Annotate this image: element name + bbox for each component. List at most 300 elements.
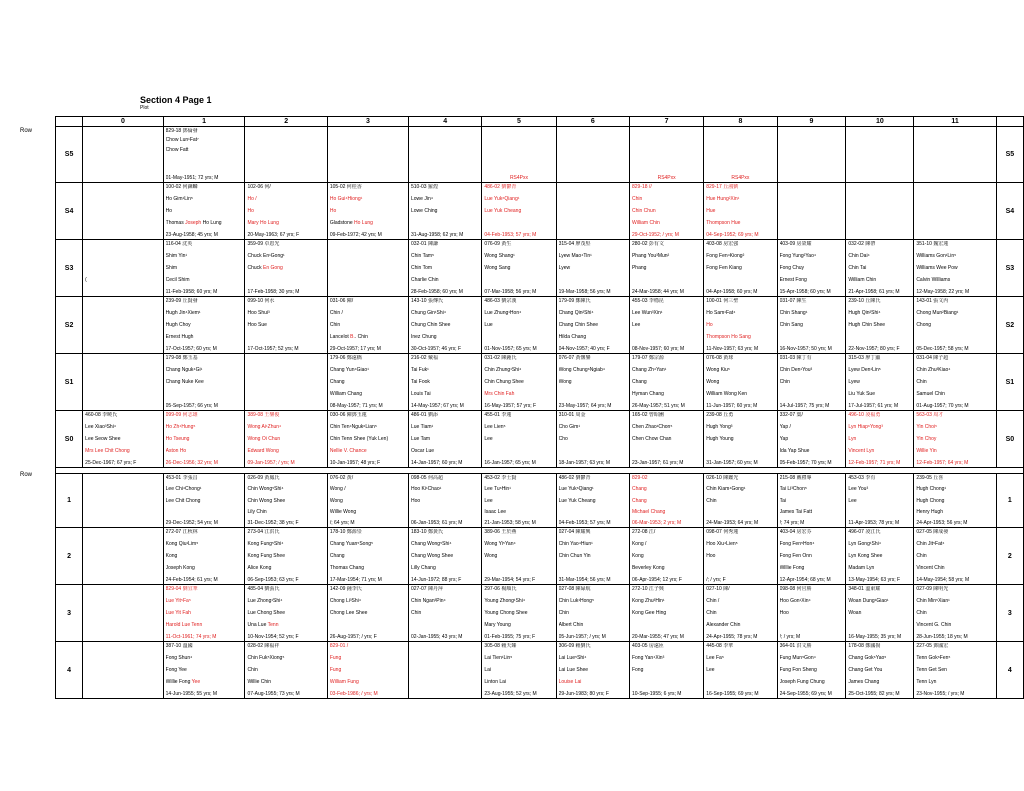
english-name: Ho — [329, 208, 337, 214]
pinyin-name: Ho Zh⁴Hung⁵ — [165, 424, 196, 430]
plot-entry — [704, 528, 776, 584]
extra-line: RS4Pxx — [731, 174, 750, 181]
dates-line: 28-Jun-1955; 18 yrs; M — [916, 634, 968, 640]
plot-entry — [164, 411, 245, 467]
plot-cell — [777, 474, 846, 528]
row-label-left: S5 — [56, 127, 83, 183]
dates-line — [706, 166, 774, 172]
dates-line: 14-May-1957; 67 yrs; M — [410, 403, 464, 409]
dates-line: 06-Apr-1954; 12 yrs; F — [631, 577, 682, 583]
english-name: Chang — [631, 379, 647, 385]
pinyin-name: Chin Wong⁵Shi⁴ — [247, 486, 284, 493]
corner-cell — [996, 117, 1023, 127]
pinyin-name: Lue Zhong¹Shi⁴ — [247, 598, 283, 604]
row-label-left: 3 — [56, 585, 83, 642]
plot-id-line: 453-01 李張昌 — [165, 475, 198, 481]
plot-entry — [245, 528, 326, 584]
plot-entry — [164, 354, 245, 410]
alias-name — [247, 622, 324, 628]
plot-cell — [408, 297, 481, 354]
alias-name: Vincent G. Chin — [916, 622, 952, 628]
plot-entry — [482, 642, 555, 698]
pinyin-name: Chang Nguk⁴Gi¹ — [165, 367, 203, 373]
dates-line — [166, 166, 243, 172]
plot-entry — [704, 411, 776, 467]
alias-name: Joseph Kong — [165, 565, 195, 571]
alias-name — [632, 334, 701, 340]
alias-name: Michael Chang — [631, 508, 666, 515]
plot-cell — [704, 585, 777, 642]
english-name: Shim — [165, 265, 178, 271]
english-name: Lee — [484, 436, 493, 442]
plot-cell — [408, 127, 481, 183]
plot-id-line: 485-04 劉張氏 — [247, 586, 280, 592]
extra-line: RS4Pxx — [657, 174, 676, 181]
alias-name: Cecil Shim — [165, 277, 190, 283]
plot-id-line: 030-06 陳鄧玉蓮 — [329, 412, 367, 418]
english-name: Yin Choy — [916, 436, 937, 442]
pinyin-name: Tenn Gok⁶Fen⁵ — [916, 655, 951, 661]
plot-entry — [409, 474, 481, 527]
plot-cell — [777, 585, 846, 642]
alias-name — [247, 334, 324, 340]
plot-cell — [556, 528, 629, 585]
row-label-right: 1 — [996, 474, 1023, 528]
english-name: Lyn — [848, 436, 857, 442]
alias-name — [559, 448, 627, 454]
plot-cell — [846, 474, 914, 528]
plot-entry — [704, 354, 776, 410]
dates-line: 29-Jun-1983; 80 yrs; F — [558, 691, 609, 697]
alias-name: William Chin — [848, 277, 877, 283]
dates-line: 10-Jan-1957; 48 yrs; F — [329, 460, 381, 466]
plot-cell — [245, 297, 327, 354]
alias-name: Willie Chin — [247, 679, 272, 685]
pinyin-name: Lyn Hiap⁶Yong³ — [848, 424, 883, 430]
dates-line: 17-Feb-1958; 30 yrs; M — [247, 289, 300, 295]
english-name: Ho — [165, 208, 173, 214]
alias-name: Henry Hugh — [916, 508, 943, 515]
plot-cell — [629, 354, 703, 411]
plot-id-line — [632, 128, 701, 134]
dates-line: 21-Jan-1953; 58 yrs; M — [484, 520, 536, 526]
plot-cell — [914, 183, 996, 240]
english-name — [484, 147, 553, 153]
plot-cell — [846, 297, 914, 354]
pinyin-name: Hugh Yong³ — [706, 424, 733, 430]
alias-name — [247, 277, 324, 283]
dates-line: 09-Jan-1957; / yrs; M — [247, 460, 295, 466]
plot-id-line: 306-09 賴劉氏 — [558, 643, 591, 649]
plot-entry — [704, 585, 776, 641]
dates-line: 13-May-1954; 63 yrs; F — [848, 577, 901, 583]
plot-entry — [914, 297, 995, 353]
plot-entry — [557, 354, 629, 410]
column-header: 9 — [777, 117, 846, 127]
column-header: 7 — [629, 117, 703, 127]
alias-name — [706, 509, 774, 515]
dates-line: 24-Mar-1958; 44 yrs; M — [631, 289, 684, 295]
pinyin-name: Lee Fa⁵ — [706, 655, 724, 661]
plot-id-line: 829-18 // — [631, 184, 652, 190]
english-name: Hugh Choy — [165, 322, 191, 328]
pinyin-name: Hugh Jin⁴Xiem¹ — [165, 310, 201, 316]
english-name — [706, 147, 774, 153]
plot-entry — [557, 528, 629, 584]
dates-line: 16-May-1957; 57 yrs; F — [484, 403, 537, 409]
plot-id-line: 305-08 賴天臻 — [484, 643, 517, 649]
english-name: Hugh Chong — [916, 497, 945, 504]
pinyin-name: Lai Tien¹Lin⁵ — [484, 655, 513, 661]
english-name: Lyew — [558, 265, 571, 271]
plot-cell — [327, 127, 408, 183]
plot-id-line: 239-05 丘喜 — [916, 475, 944, 481]
plot-cell — [83, 474, 163, 528]
plot-id-line: 216-02 戴福 — [410, 355, 438, 361]
pinyin-name: Chang Wong⁵Shi⁴ — [410, 541, 452, 547]
plot-cell — [83, 127, 163, 183]
pinyin-name: Wong Shang¹ — [484, 253, 515, 259]
plot-cell — [704, 127, 777, 183]
english-name: Chin Sang — [779, 322, 803, 328]
dates-line: 25-Dec-1967; 67 yrs; F — [85, 460, 137, 466]
alias-name: Alice Kong — [247, 565, 272, 571]
pinyin-name: Fong Fen⁵Hon⁴ — [779, 541, 815, 547]
pinyin-name: Young Zhong¹Shi⁴ — [484, 598, 525, 604]
plot-entry — [914, 474, 995, 527]
alias-name: Harold Lue Tenn — [165, 622, 203, 628]
alias-name — [484, 277, 553, 283]
pinyin-name: Fong Fen⁴Kiong² — [706, 253, 745, 259]
english-name: Tai — [779, 497, 786, 504]
english-name: Chang Get You — [848, 667, 883, 673]
dates-line: 02-Jan-1955; 43 yrs; M — [410, 634, 463, 640]
plot-entry — [914, 411, 995, 467]
plot-entry — [846, 297, 913, 353]
plot-entry — [328, 354, 408, 410]
plot-entry — [778, 411, 846, 467]
plot-cell — [914, 127, 996, 183]
plot-entry — [630, 354, 703, 410]
name-fragment: Thomas — [165, 220, 186, 226]
plot-id-line: 239-08 丘勇 — [706, 412, 734, 418]
pinyin-name: Kong / — [631, 541, 647, 547]
english-name: Hoo — [410, 497, 421, 504]
plot-id-line: 486-03 劉宗漢 — [484, 298, 517, 304]
plot-cell — [408, 642, 481, 699]
plot-entry — [630, 528, 703, 584]
plot-id-line: 178-10 鄭源崇 — [329, 529, 362, 535]
pinyin-name: Lee Wun³Xin¹ — [631, 310, 663, 316]
alias-name: Isaac Lee — [484, 508, 507, 515]
plot-cell — [482, 183, 556, 240]
plot-entry — [328, 474, 408, 527]
english-name: Chin — [706, 497, 717, 504]
english-name: Wong — [484, 553, 498, 559]
pinyin-name: Wong Ai¹Zhun⁴ — [247, 424, 282, 430]
alias-name — [166, 679, 243, 685]
english-name: Hugh Young — [706, 436, 734, 442]
dates-line: 29-Oct-1957; 17 yrs; M — [329, 346, 381, 352]
plot-entry — [409, 411, 481, 467]
dates-line: 11-Apr-1953; 78 yrs; M — [848, 520, 900, 526]
dates-line: 17-Oct-1957; 60 yrs; M — [165, 346, 217, 352]
plot-entry — [83, 240, 162, 296]
pinyin-name: Yap / — [779, 424, 791, 430]
plot-id-line: 076-02 黃/ — [329, 475, 354, 481]
plot-cell — [777, 297, 846, 354]
english-name: Phang — [631, 265, 647, 271]
column-header: 10 — [846, 117, 914, 127]
plot-entry — [846, 585, 913, 641]
english-name: Chin — [779, 379, 790, 385]
extra-line: RS4Pxx — [509, 174, 528, 181]
plot-id-line: 273-04 江洪氏 — [247, 529, 280, 535]
pinyin-name — [632, 137, 701, 143]
plot-entry — [778, 528, 846, 584]
plot-id-line: 179-09 鄭陳氏 — [558, 298, 591, 304]
english-name: Kong Fung Shee — [247, 553, 285, 559]
pinyin-name — [85, 253, 160, 259]
plot-id-line: 359-09 卓恩光 — [247, 241, 280, 247]
plot-id-line: 351-10 魏宏蓮 — [916, 241, 949, 247]
alias-name — [559, 277, 627, 283]
plot-cell — [777, 642, 846, 699]
plot-entry — [328, 411, 408, 467]
english-name: Lee — [484, 497, 493, 504]
pinyin-name: Chuck En¹Gong¹ — [247, 253, 285, 259]
alias-name: Nellie V. Chance — [329, 448, 367, 454]
plot-cell — [629, 127, 703, 183]
plot-id-line: 445-08 李華 — [706, 643, 734, 649]
pinyin-name: Lyew Den¹Lin⁵ — [848, 367, 881, 373]
plot-id-line: 076-07 黃懷鑾 — [558, 355, 591, 361]
name-fragment: Joseph — [185, 220, 202, 226]
dates-line: 10-Nov-1954; 52 yrs; F — [247, 634, 299, 640]
row-label-top: Row — [20, 128, 33, 134]
alias-name — [166, 391, 243, 397]
english-name: Lyew — [848, 379, 860, 385]
dates-line: 06-Mar-1953; 2 yrs; M — [631, 520, 682, 526]
row-label-left: S1 — [56, 354, 83, 411]
pinyin-name: Phang You³Mun² — [631, 253, 670, 259]
alias-name — [706, 679, 774, 685]
row-label-right: 2 — [996, 528, 1023, 585]
english-name: Chin — [247, 667, 258, 673]
dates-line: 07-Mar-1958; 56 yrs; M — [484, 289, 537, 295]
plot-cell — [327, 642, 408, 699]
pinyin-name: Hoo Xiu⁴Lien⁵ — [706, 541, 738, 547]
plot-entry — [778, 642, 846, 698]
pinyin-name: Chin Zhu³Kiao⁴ — [916, 367, 951, 373]
alias-name — [632, 622, 701, 628]
plot-entry — [846, 528, 913, 584]
row-label-right: S3 — [996, 240, 1023, 297]
dates-line: 06-Sep-1953; 63 yrs; F — [247, 577, 299, 583]
plot-id-line: 098-08 何官勝 — [779, 586, 812, 592]
pinyin-name: Yin Choi⁵ — [916, 424, 938, 430]
alias-name — [559, 509, 627, 515]
pinyin-name: Chin Yao⁴Hiun¹ — [558, 541, 593, 547]
plot-entry — [557, 297, 629, 353]
dates-line: 14-Jan-1957; 60 yrs; M — [410, 460, 463, 466]
plot-cell — [846, 528, 914, 585]
english-name: Fung Fon Sheng — [779, 667, 817, 673]
dates-line: 30-Oct-1957; 46 yrs; F — [410, 346, 462, 352]
plot-cell — [914, 297, 996, 354]
plot-cell — [163, 354, 245, 411]
dates-line: 20-Mar-1955; 47 yrs; M — [631, 634, 684, 640]
plot-id-line: 272-07 江秋林 — [165, 529, 198, 535]
plot-entry — [245, 474, 326, 527]
pinyin-name: Ho / — [247, 196, 257, 202]
plot-id-line: 829-04 劉宜華 — [165, 586, 198, 592]
dates-line: 24-Mar-1953; 64 yrs; M — [706, 520, 759, 526]
alias-name: ( — [85, 277, 87, 283]
plot-entry — [846, 642, 913, 698]
plot-cell — [245, 528, 327, 585]
plot-entry — [704, 183, 776, 239]
english-name: Woan — [848, 610, 862, 616]
plot-id-line: 027-08 陳碌航 — [558, 586, 591, 592]
pinyin-name: Lee Lien⁵ — [484, 424, 506, 430]
alias-name: Edward Wong — [247, 448, 279, 454]
english-name: Fung — [329, 667, 342, 673]
plot-cell — [556, 183, 629, 240]
plot-id-line: 098-07 何秀蓮 — [706, 529, 739, 535]
alias-name: Lilly Chang — [410, 565, 436, 571]
plot-entry — [846, 354, 913, 410]
pinyin-name: Fong Yung²Yao⁴ — [779, 253, 817, 259]
plot-entry — [164, 585, 245, 641]
pinyin-name: Chang Qin²Shi⁴ — [558, 310, 594, 316]
plot-entry — [409, 297, 481, 353]
alias-name — [484, 334, 553, 340]
pinyin-name: Chin Ten⁴Nguk⁶Lian⁵ — [329, 424, 377, 430]
plot-cell — [704, 240, 777, 297]
dates-line: 10-Sep-1955; 6 yrs; M — [631, 691, 682, 697]
english-name: Lowe Ching — [410, 208, 438, 214]
dates-line: 04-Feb-1953; 57 yrs; M — [558, 520, 611, 526]
alias-name: Linton Lai — [484, 679, 507, 685]
plot-entry — [914, 642, 995, 698]
alias-name — [330, 334, 406, 340]
pinyin-name — [706, 137, 774, 143]
alias-name — [780, 622, 844, 628]
plot-id-line: 403-08 房宏強 — [706, 241, 739, 247]
alias-name — [916, 334, 993, 340]
pinyin-name: Lyn Gong¹Shi⁴ — [848, 541, 881, 547]
plot-id-line: 310-01 周金 — [558, 412, 586, 418]
plot-cell — [777, 127, 846, 183]
plot-id-line: 031-06 陳/ — [329, 298, 354, 304]
plot-entry — [245, 585, 326, 641]
alias-name: Hyman Chang — [631, 391, 664, 397]
plot-cell — [163, 127, 245, 183]
plot-id-line: 183-10 鄭黃氏 — [410, 529, 443, 535]
pinyin-name: Lyew Mao⁴Tin¹ — [558, 253, 592, 259]
row-label-left: S0 — [56, 411, 83, 468]
plot-id-line: 829-17 丘鴻劉 — [706, 184, 739, 190]
alias-name — [632, 277, 701, 283]
dates-line: 23-Aug-1958; 45 yrs; M — [165, 232, 218, 238]
dates-line: 12-May-1958; 22 yrs; M — [916, 289, 970, 295]
english-name: Lee Seow Shee — [85, 436, 121, 442]
pinyin-name: Ho Gui⁴Hiong¹ — [329, 196, 363, 202]
dates-line: 29-Mar-1954; 54 yrs; F — [484, 577, 536, 583]
plot-cell — [556, 297, 629, 354]
plot-id-line: 563-03 周才 — [916, 412, 944, 418]
plot-entry — [778, 585, 846, 641]
dates-line: 06-Jan-1953; 61 yrs; M — [410, 520, 463, 526]
plot-cell — [245, 183, 327, 240]
alias-name — [411, 509, 479, 515]
english-name: Chin Tenn Shee (Yuk Len) — [329, 436, 389, 442]
dates-line: /; 64 yrs; M — [329, 520, 355, 526]
english-name: Lai — [484, 667, 492, 673]
plot-entry — [914, 240, 995, 296]
dates-line: 16-May-1955; 35 yrs; M — [848, 634, 902, 640]
english-name: Chang — [329, 379, 345, 385]
plot-id-line: 031-03 陳丁有 — [779, 355, 812, 361]
pinyin-name: Lue Yuk⁶Qiang¹ — [558, 486, 594, 493]
alias-name: Hilda Chang — [558, 334, 587, 340]
plot-id-line: 389-08 王鑾俊 — [247, 412, 280, 418]
english-name: Williams Wee Pow — [916, 265, 958, 271]
plot-cell — [704, 297, 777, 354]
plot-id-line: 031-02 陳鍾氏 — [484, 355, 517, 361]
dates-line: 14-Jun-1955; 55 yrs; M — [165, 691, 218, 697]
pinyin-name: Chong Mun²Biang¹ — [916, 310, 959, 316]
plot-cell — [408, 354, 481, 411]
english-name: Chang Nuke Kee — [165, 379, 204, 385]
plot-cell — [83, 528, 163, 585]
pinyin-name: Wong Chung⁶Ngiab⁴ — [558, 367, 605, 373]
alias-name — [632, 679, 701, 685]
pinyin-name: Fung — [329, 655, 342, 661]
plot-entry — [630, 183, 703, 239]
english-name: Chang Chin Shee — [558, 322, 599, 328]
plot-id-line: 178-08 鄭國揚 — [848, 643, 881, 649]
plot-cell — [777, 528, 846, 585]
plot-entry — [164, 642, 245, 698]
plot-entry — [846, 411, 913, 467]
plot-id-line — [484, 128, 553, 134]
english-name: Chin — [558, 610, 569, 616]
alias-name — [706, 156, 774, 162]
pinyin-name: Lue Tiam¹ — [410, 424, 434, 430]
alias-name — [484, 156, 553, 162]
name-fragment: En Gong — [263, 265, 283, 271]
pinyin-name: Lai Lue⁵Shi⁴ — [558, 655, 587, 661]
dates-line: 24-Apr-1953; 56 yrs; M — [916, 520, 968, 526]
english-name: Chin Tai — [848, 265, 867, 271]
pinyin-name: Wong Kiu⁵ — [706, 367, 730, 373]
alias-name: James Tai Fatt — [779, 508, 812, 515]
alias-name — [848, 509, 911, 515]
alias-name: Charlie Chin — [410, 277, 439, 283]
plot-cell — [704, 474, 777, 528]
pinyin-name: Hoo Ki¹Chao¹ — [410, 486, 442, 493]
dates-line: 28-Feb-1958; 60 yrs; M — [410, 289, 463, 295]
plot-cell — [245, 354, 327, 411]
plot-id-line: 031-07 陳生 — [779, 298, 807, 304]
plot-cell — [556, 127, 629, 183]
english-name: Young Chong Shee — [484, 610, 528, 616]
alias-name — [330, 220, 406, 226]
plot-id-line: 510-03 羅煌 — [410, 184, 438, 190]
name-fragment: Una Lue — [247, 622, 268, 628]
